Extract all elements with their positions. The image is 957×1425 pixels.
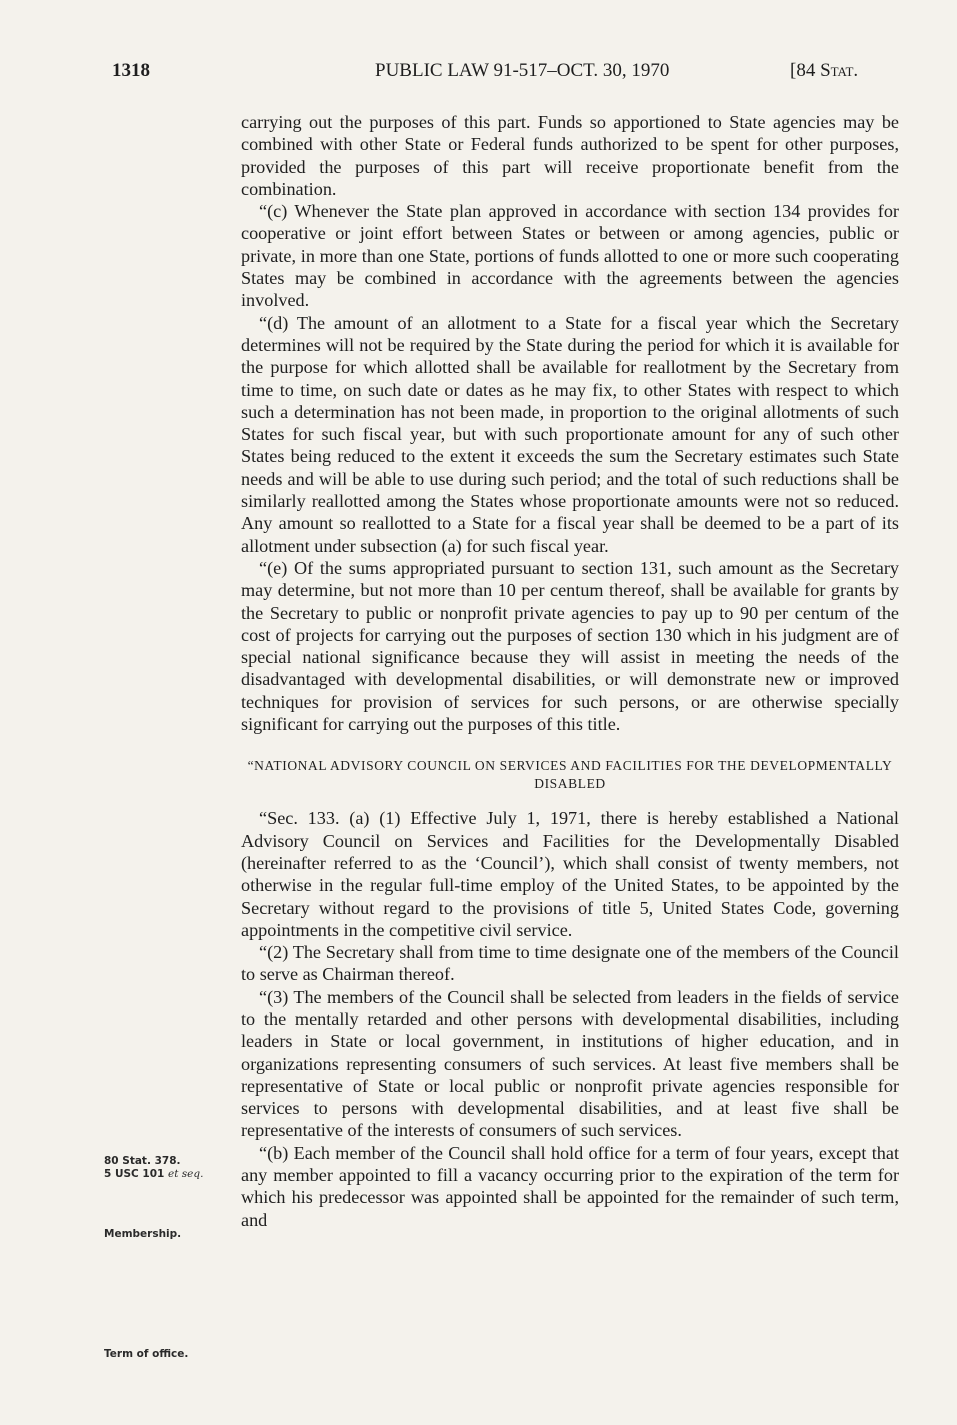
margin-note-term-of-office: Term of office. <box>104 1348 189 1360</box>
statute-reference: [84 Stat. <box>790 60 859 81</box>
body-text <box>241 111 899 1231</box>
section-heading: “NATIONAL ADVISORY COUNCIL ON SERVICES AND FACILITIES FOR THE DEVELOPMENTALLY DISABLED <box>247 758 893 792</box>
citation-et-seq: et seq. <box>167 1168 204 1180</box>
paragraph-section-133-a3: “(3) The members of the Council shall be selected from leaders in the fields of service to the mentally retarded and other persons with developmental disabilities, including leaders in State or local government, in institutions of higher education, and in organizations representing consumers of such services. At least five members shall be representative of State or local public or nonprofit private agencies responsible for services to persons with developmental disabilities, and at least five shall be representative of the interests of consumers of such services. <box>241 986 899 1141</box>
paragraph-section-133-b: “(b) Each member of the Council shall hold office for a term of four years, except that any member appointed to fill a vacancy occurring prior to the expiration of the term for which his predecessor was appointed shall be appointed for the remainder of such term, and <box>241 1142 899 1230</box>
running-title: PUBLIC LAW 91-517–OCT. 30, 1970 <box>375 60 670 81</box>
margin-note-membership: Membership. <box>104 1228 182 1240</box>
paragraph-section-133-a1: “Sec. 133. (a) (1) Effective July 1, 1971, there is hereby established a National Advisory Council on Services and Facilities for the Developmentally Disabled (hereinafter referred to as the ‘Council’), which shall consist of twenty members, not otherwise in the regular full-time employ of the United States, to be appointed by the Secretary without regard to the provisions of title 5, United States Code, governing appointments in the competitive civil service. <box>241 808 899 940</box>
paragraph-continuation: carrying out the purposes of this part. Funds so apportioned to State agencies may be combined with other State or Federal funds authorized to be spent for other purposes, provided the purposes of this part will receive proportionate benefit from the combination. <box>241 112 899 199</box>
page-number: 1318 <box>112 60 150 81</box>
paragraph-section-133-a2: “(2) The Secretary shall from time to time designate one of the members of the Council to serve as Chairman thereof. <box>241 942 899 985</box>
paragraph-subsection-c: “(c) Whenever the State plan approved in accordance with section 134 provides for cooperative or joint effort between States or between or among agencies, public or private, in more than one State, portions of funds allotted to one or more such cooperating States may be combined in accordance with the agreements between the agencies involved. <box>241 201 899 311</box>
margin-note-citation <box>104 1155 234 1181</box>
citation-line-1: 80 Stat. 378. <box>104 1155 181 1167</box>
citation-line-2: 5 USC 101 et seq. <box>104 1168 204 1180</box>
paragraph-subsection-d: “(d) The amount of an allotment to a State for a fiscal year which the Secretary determines will not be required by the State during the period for which it is available for the purpose for which allotted shall be available for reallotment by the Secretary from time to time, on such date or dates as he may fix, to other States with respect to which such a determination has not been made, in proportion to the original allotments of such States for such fiscal year, but with such proportionate amount for any of such other States being reduced to the extent it exceeds the sum the Secretary estimates such State needs and will be able to use during such period; and the total of such reductions shall be similarly reallotted among the States whose proportionate amounts were not so reduced. Any amount so reallotted to a State for a fiscal year shall be deemed to be a part of its allotment under subsection (a) for such fiscal year. <box>241 312 899 556</box>
paragraph-subsection-e: “(e) Of the sums appropriated pursuant to section 131, such amount as the Secretary may determine, but not more than 10 per centum thereof, shall be available for grants by the Secretary to public or nonprofit private agencies to pay up to 90 per centum of the cost of projects for carrying out the purposes of section 130 which in his judgment are of special national significance because they will assist in meeting the needs of the disadvantaged with developmental disabilities, or will demonstrate new or improved techniques for provision of services for such persons, or are otherwise specially significant for carrying out the purposes of this title. <box>241 557 899 735</box>
page-header <box>0 60 957 90</box>
